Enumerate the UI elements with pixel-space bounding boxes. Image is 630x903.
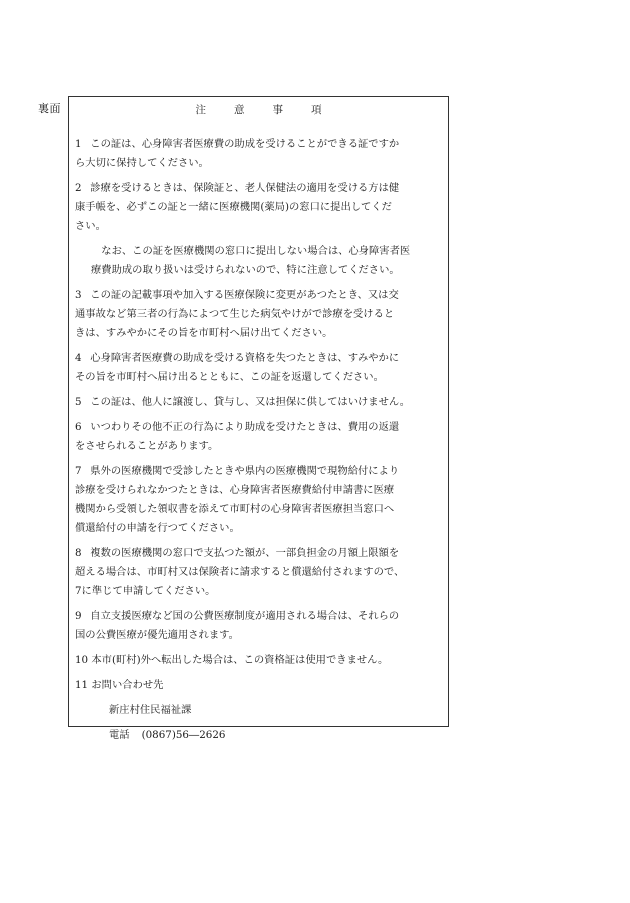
note-item [75,544,440,601]
note-line: 8 複数の医療機関の窓口で支払つた額が、一部負担金の月額上限額を [75,544,440,563]
note-line: ら大切に保持してください。 [75,157,209,169]
phone-number: (0867)56―2626 [141,729,226,741]
note-line: 償還給付の申請を行つてください。 [75,522,240,534]
note-line: をさせられることがあります。 [75,440,219,452]
notes-box [68,96,449,741]
note-line: 機関から受領した領収書を添えて市町村の心身障害者医療担当窓口へ [75,503,395,515]
note-item [75,418,440,456]
note-number: 11 [75,679,89,691]
note-line: 10 本市(町村)外へ転出した場合は、この資格証は使用できません。 [75,651,440,670]
note-line: 5 この証は、他人に譲渡し、貸与し、又は担保に供してはいけません。 [75,393,440,412]
note-number: 3 [75,289,82,301]
note-line: 7に準じて申請してください。 [75,585,216,597]
note-line: 国の公費医療が優先適用されます。 [75,629,239,641]
note-number: 7 [75,465,82,477]
note-item [75,349,440,387]
note-item [75,286,440,343]
note-item [75,607,440,645]
note-item [75,179,440,236]
note-line: 通事故など第三者の行為によつて生じた病気やけがで診療を受けると [75,308,395,320]
note-line: その旨を市町村へ届け出るとともに、この証を返還してください。 [75,371,384,383]
note-line: 診療を受けられなかつたときは、心身障害者医療費給付申請書に医療 [75,484,395,496]
note-line: 1 この証は、心身障害者医療費の助成を受けることができる証ですか [75,135,440,154]
note-line: 7 県外の医療機関で受診したときや県内の医療機関で現物給付により [75,462,440,481]
note-item [75,135,440,173]
note-number: 10 [75,654,89,666]
note-line: 3 この証の記載事項や加入する医療保険に変更があつたとき、又は交 [75,286,440,305]
note-line: きは、すみやかにその旨を市町村へ届け出てください。 [75,327,333,339]
note-item [75,242,440,280]
note-number: 2 [75,182,82,194]
note-line: 康手帳を、必ずこの証と一緒に医療機関(薬局)の窓口に提出してくだ [75,201,392,213]
note-line: 11 お問い合わせ先 [75,676,440,695]
note-line: 2 診療を受けるときは、保険証と、老人保健法の適用を受ける方は健 [75,179,440,198]
note-item [75,676,440,695]
notes-list [75,135,440,751]
contact-phone [75,726,440,745]
note-line: 4 心身障害者医療費の助成を受ける資格を失つたときは、すみやかに [75,349,440,368]
note-number: 6 [75,421,82,433]
note-number: 8 [75,547,82,559]
note-line: 9 自立支援医療など国の公費医療制度が適用される場合は、それらの [75,607,440,626]
note-line: なお、この証を医療機関の窓口に提出しない場合は、心身障害者医 [91,245,411,257]
note-line: さい。 [75,220,106,232]
note-number: 9 [75,610,82,622]
phone-label: 電話 [109,729,130,741]
contact-office: 新庄村住民福祉課 [109,704,192,716]
heading: 注意事項 [195,104,350,116]
note-line: 療費助成の取り扱いは受けられないので、特に注意してください。 [91,264,400,276]
note-item [75,393,440,412]
note-item [75,462,440,538]
note-line: 超える場合は、市町村又は保険者に請求すると償還給付されますので、 [75,566,405,578]
side-label: 裏面 [38,102,61,115]
note-item [75,651,440,670]
note-number: 1 [75,138,82,150]
note-line: 6 いつわりその他不正の行為により助成を受けたときは、費用の返還 [75,418,440,437]
note-number: 4 [75,352,82,364]
note-number: 5 [75,396,82,408]
